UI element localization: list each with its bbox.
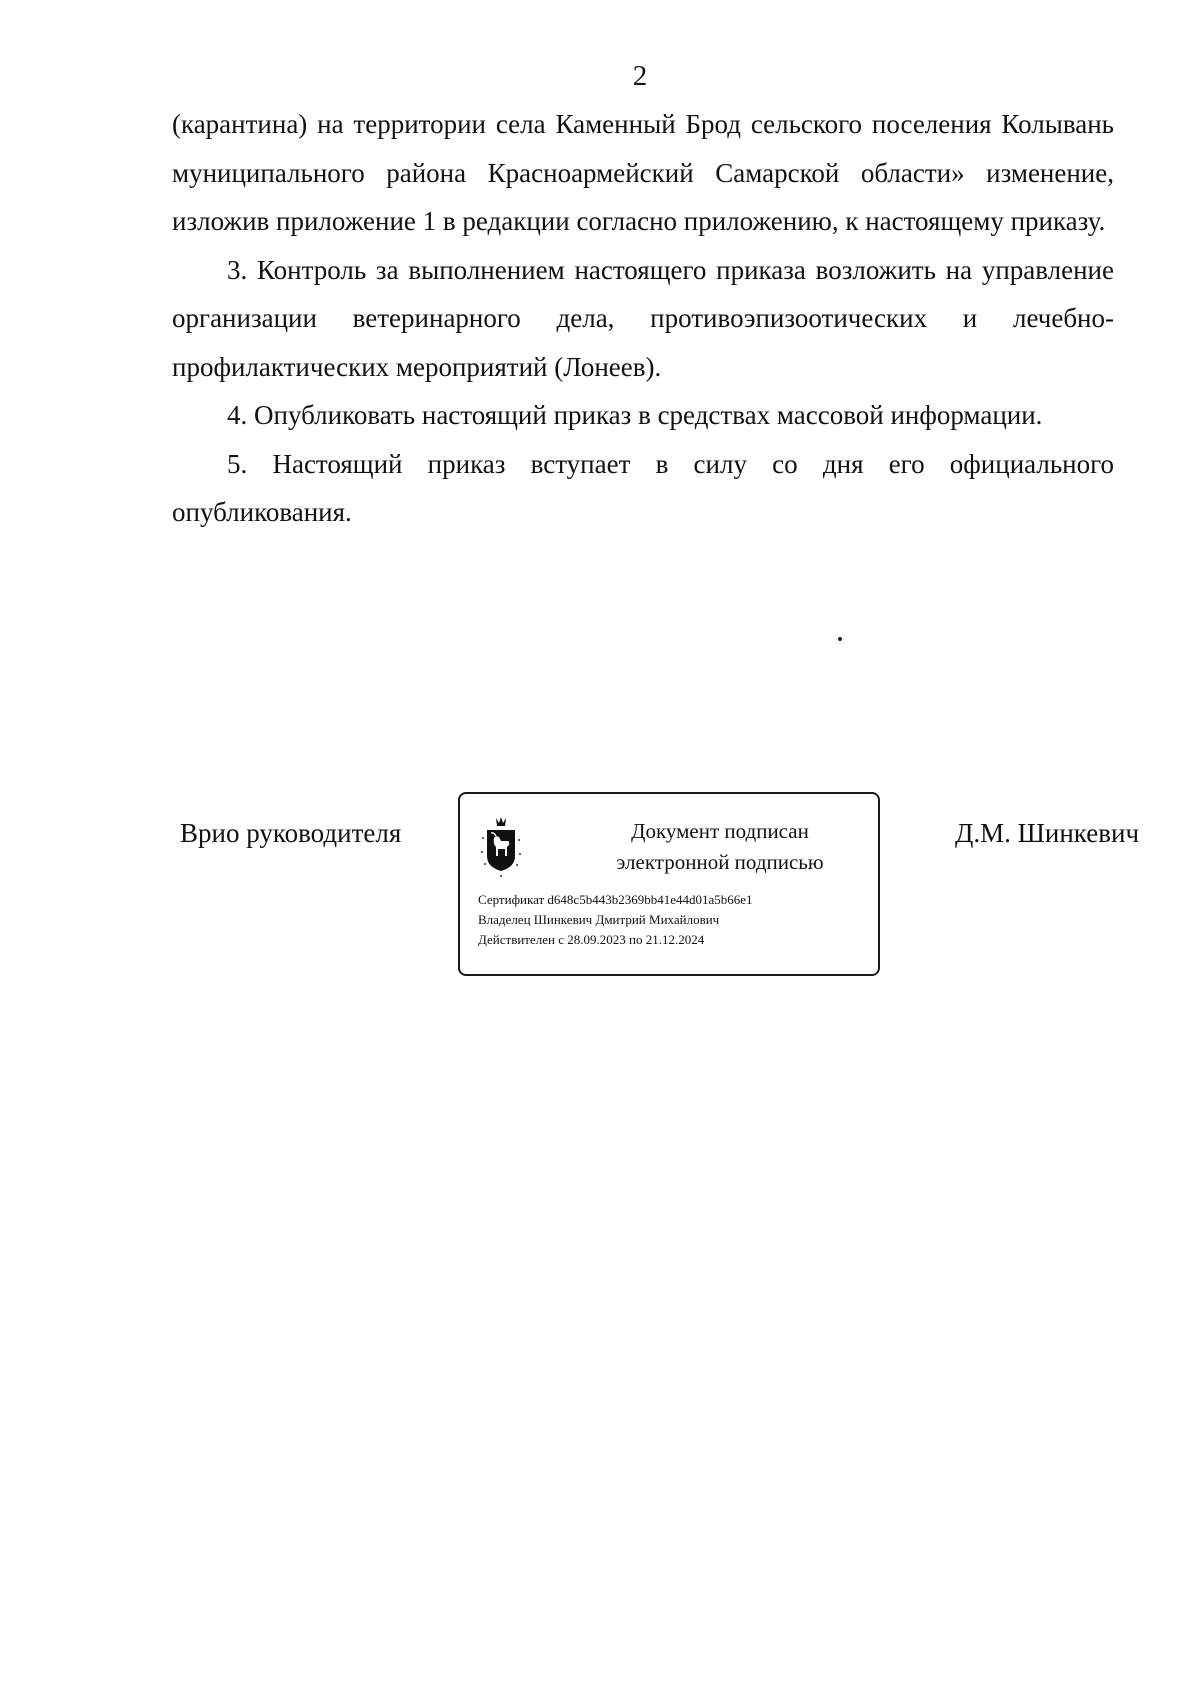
paragraph-item-5: 5. Настоящий приказ вступает в силу со дня его официального опубликования. — [172, 448, 1114, 527]
stray-dot-mark — [838, 637, 842, 641]
signatory-name: Д.М. Шинкевич — [955, 818, 1140, 848]
coat-of-arms-icon — [476, 814, 526, 884]
stamp-details — [478, 890, 753, 950]
electronic-signature-stamp — [458, 792, 880, 976]
page-number: 2 — [632, 60, 648, 92]
stamp-certificate: Сертификат d648c5b443b2369bb41e44d01a5b66e1 — [478, 892, 753, 907]
stamp-validity: Действителен с 28.09.2023 по 21.12.2024 — [478, 932, 705, 947]
stamp-title-line-2: электронной подписью — [616, 850, 824, 874]
paragraph-item-3: 3. Контроль за выполнением настоящего приказа возложить на управление организации ветеринарного дела, противоэпизоотических и лечебно-профилактических мероприятий (Лонеев). — [172, 254, 1114, 382]
stamp-owner: Владелец Шинкевич Дмитрий Михайлович — [478, 912, 720, 927]
stamp-title — [570, 816, 870, 878]
paragraph-item-4: 4. Опубликовать настоящий приказ в средствах массовой информации. — [227, 400, 1043, 430]
document-body — [172, 100, 1114, 537]
stamp-title-line-1: Документ подписан — [631, 819, 809, 843]
paragraph-continuation: (карантина) на территории села Каменный Брод сельского поселения Колывань муниципального района Красноармейский Самарской области» изменение, изложив приложение 1 в редакции согласно приложению, к настоящему приказу. — [172, 109, 1114, 236]
signatory-position: Врио руководителя — [180, 818, 402, 848]
